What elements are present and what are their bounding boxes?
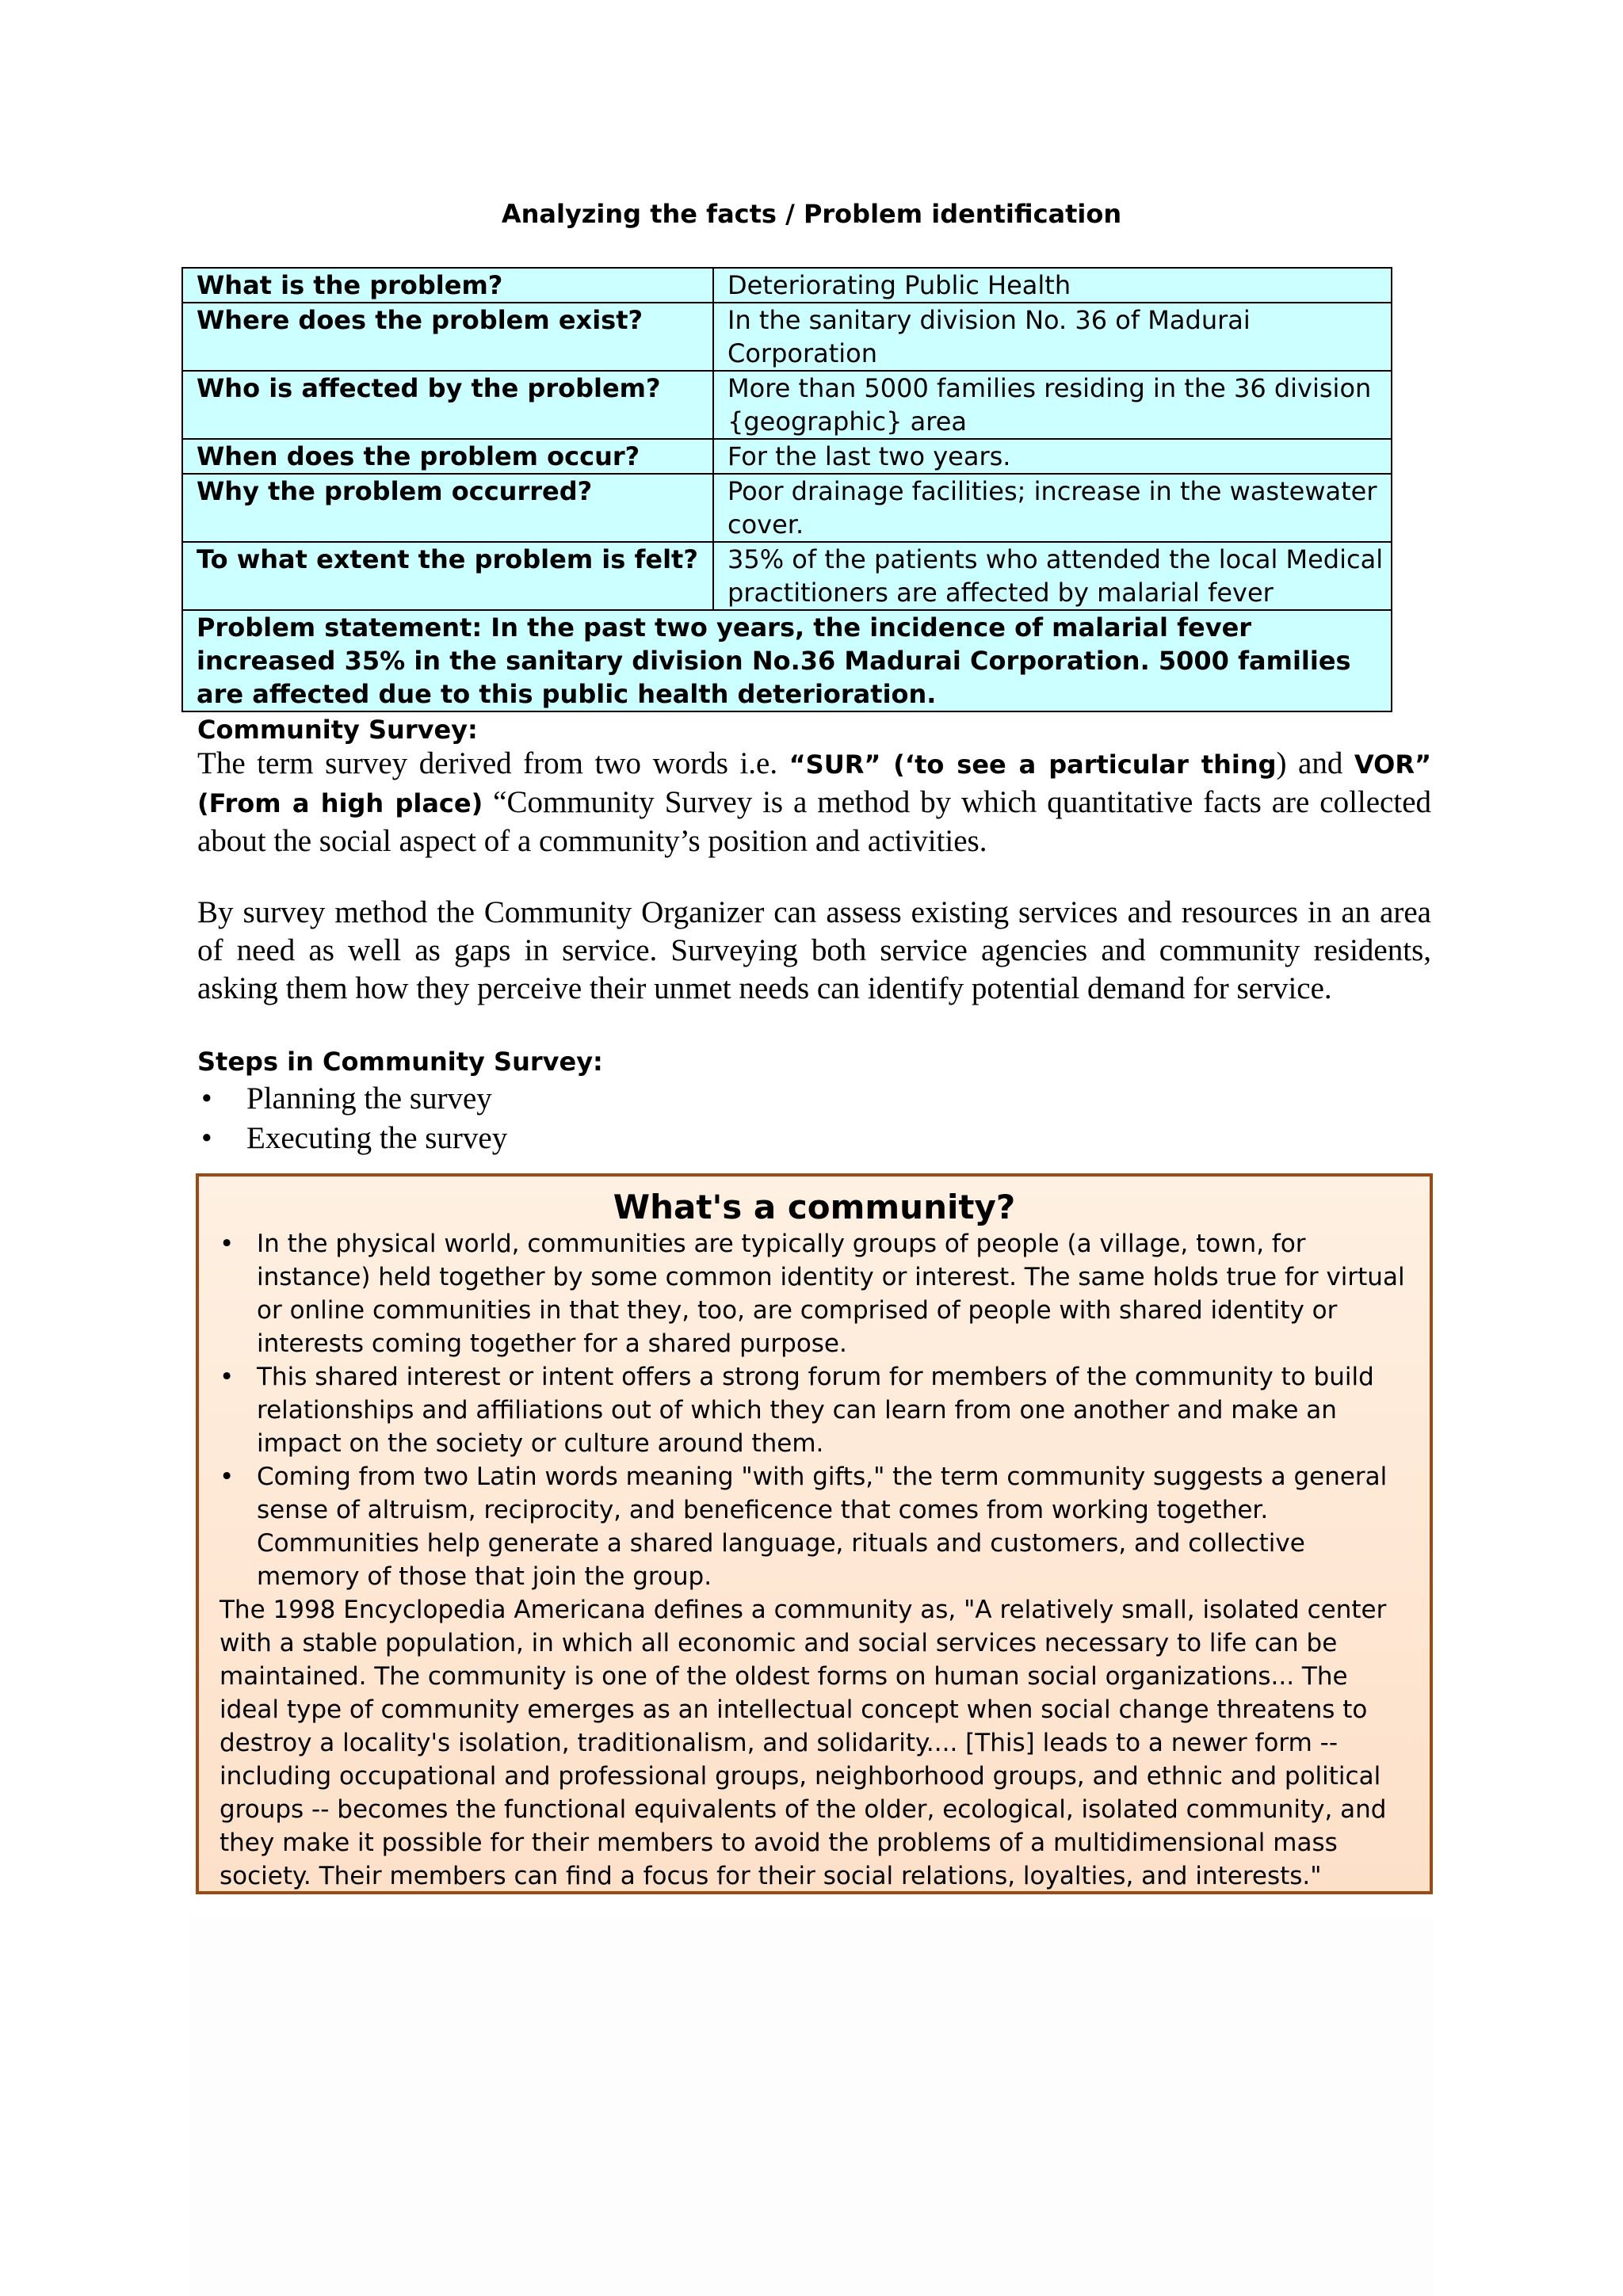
- question-cell: When does the problem occur?: [182, 439, 713, 474]
- definition-text: ) and: [1276, 746, 1354, 780]
- list-item: • This shared interest or intent offers a strong forum for members of the community to build relationships and affiliations out of which they can learn from one another and make an impact on the society or culture around them.: [199, 1360, 1430, 1460]
- question-cell: Where does the problem exist?: [182, 303, 713, 371]
- community-survey-heading: Community Survey:: [197, 715, 478, 745]
- steps-list: [197, 1079, 507, 1158]
- table-row: [182, 371, 1392, 439]
- box-title: What's a community?: [613, 1188, 1016, 1226]
- problem-table: [181, 267, 1392, 712]
- question-cell: Why the problem occurred?: [182, 474, 713, 542]
- answer-cell: For the last two years.: [713, 439, 1392, 474]
- problem-statement: Problem statement: In the past two years, the incidence of malarial fever increased 35% in the sanitary division No.36 Madurai Corporation. 5000 families are affected due to this public health deterioration.: [182, 610, 1392, 711]
- list-item: • Executing the survey: [197, 1119, 507, 1158]
- answer-cell: In the sanitary division No. 36 of Madurai Corporation: [713, 303, 1392, 371]
- list-item: • Coming from two Latin words meaning "with gifts," the term community suggests a general sense of altruism, reciprocity, and beneficence that comes from working together. Communities help generate a shared language, rituals and customers, and collective memory of those that join the group.: [199, 1460, 1430, 1593]
- table-row: [182, 474, 1392, 542]
- table-row: [182, 439, 1392, 474]
- table-row: [182, 542, 1392, 610]
- community-definition-box: [196, 1173, 1433, 1894]
- definition-text: The term survey derived from two words i.e.: [197, 746, 789, 780]
- survey-method-paragraph: By survey method the Community Organizer can assess existing services and resources in an area of need as well as gaps in service. Surveying both service agencies and community residents, asking them how they perceive their unmet needs can identify potential demand for service.: [197, 895, 1431, 1005]
- question-cell: Who is affected by the problem?: [182, 371, 713, 439]
- page-title: Analyzing the facts / Problem identification: [501, 199, 1122, 229]
- box-bullet-list: [199, 1227, 1430, 1593]
- answer-cell: Deteriorating Public Health: [713, 268, 1392, 303]
- table-row: [182, 303, 1392, 371]
- answer-cell: Poor drainage facilities; increase in the wastewater cover.: [713, 474, 1392, 542]
- encyclopedia-paragraph: The 1998 Encyclopedia Americana defines a community as, "A relatively small, isolated center with a stable population, in which all economic and social services necessary to life can be maintained. The community is one of the oldest forms on human social organizations... The ideal type of community emerges as an intellectual concept when social change threatens to destroy a locality's isolation, traditionalism, and solidarity.... [This] leads to a newer form -- including occupational and professional groups, neighborhood groups, and ethnic and political groups -- becomes the functional equivalents of the older, ecological, isolated community, and they make it possible for their members to avoid the problems of a multidimensional mass society. Their members can find a focus for their social relations, loyalties, and interests.": [220, 1596, 1387, 1890]
- survey-definition-paragraph: [197, 745, 1431, 860]
- page-shade: [189, 1917, 1433, 2296]
- problem-statement-row: [182, 610, 1392, 711]
- question-cell: To what extent the problem is felt?: [182, 542, 713, 610]
- table-row: [182, 268, 1392, 303]
- steps-heading: Steps in Community Survey:: [197, 1047, 603, 1077]
- answer-cell: More than 5000 families residing in the 36 division {geographic} area: [713, 371, 1392, 439]
- vor-term: VOR” (From a high place): [197, 749, 1431, 818]
- answer-cell: 35% of the patients who attended the local Medical practitioners are affected by malarial fever: [713, 542, 1392, 610]
- list-item: • Planning the survey: [197, 1079, 507, 1119]
- sur-term: “SUR” (‘to see a particular thing: [789, 749, 1277, 780]
- question-cell: What is the problem?: [182, 268, 713, 303]
- list-item: • In the physical world, communities are typically groups of people (a village, town, for instance) held together by some common identity or interest. The same holds true for virtual or online communities in that they, too, are comprised of people with shared identity or interests coming together for a shared purpose.: [199, 1227, 1430, 1360]
- definition-text: “Community Survey is a method by which quantitative facts are collected about the social aspect of a community’s position and activities.: [197, 785, 1432, 858]
